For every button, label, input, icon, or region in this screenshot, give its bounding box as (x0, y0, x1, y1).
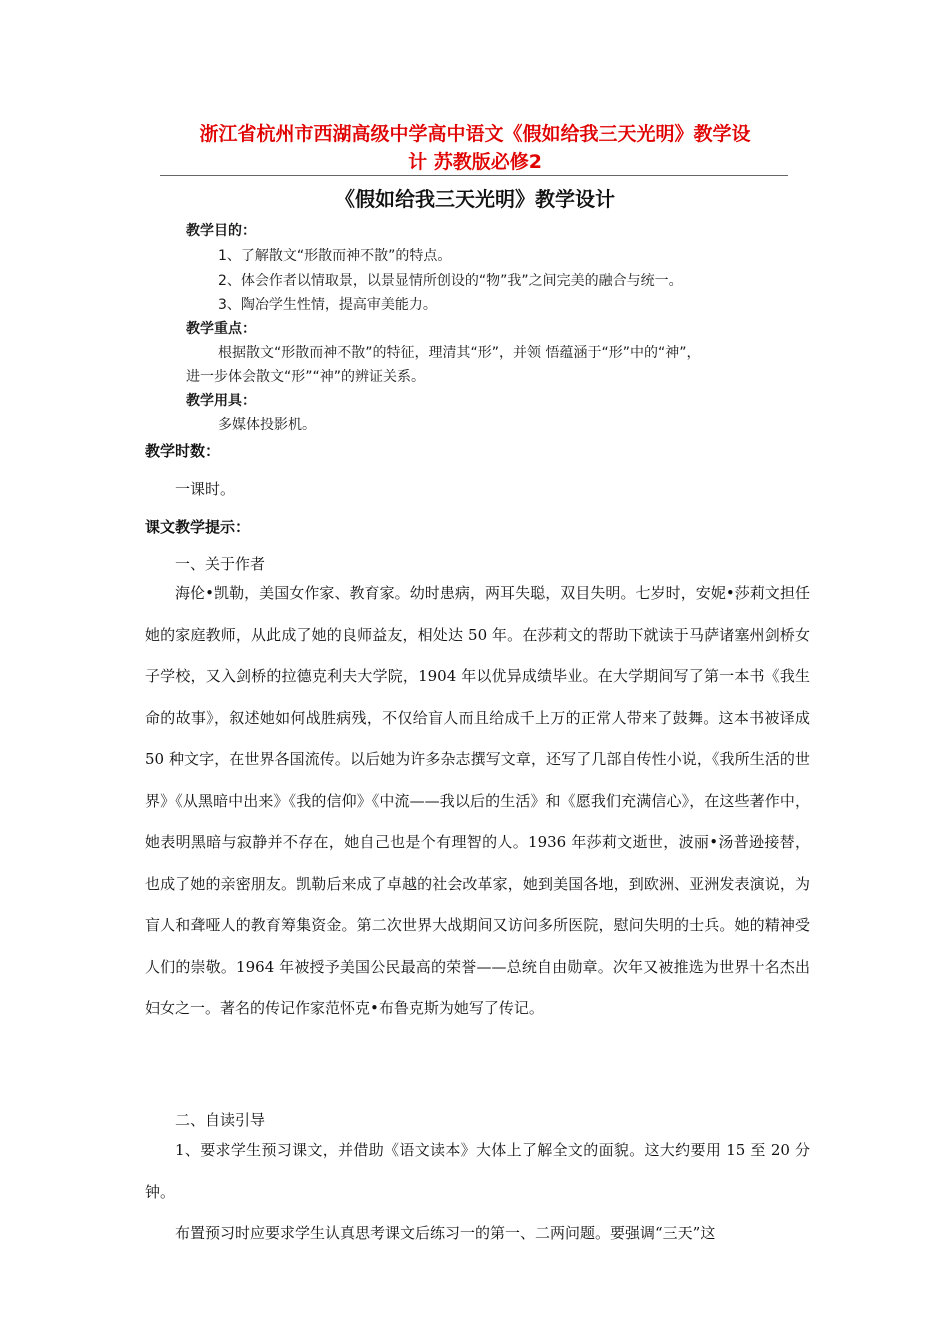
goal-heading: 教学目的： (186, 223, 256, 239)
tools-text: 多媒体投影机。 (218, 417, 316, 433)
red-title-line-1: 浙江省杭州市西湖高级中学高中语文《假如给我三天光明》教学设 (199, 123, 751, 145)
reading-paragraph-1: 1、要求学生预习课文，并借助《语文读本》大体上了解全文的面貌。这大约要用 15 至 20 分钟。 (145, 1141, 810, 1201)
document-title: 《假如给我三天光明》教学设计 (335, 187, 615, 211)
key-line-1: 根据散文“形散而神不散”的特征，理清其“形”，并领 悟蕴涵于“形”中的“神”， (218, 345, 701, 361)
document-red-title (130, 120, 820, 176)
goal-item-1: 1、了解散文“形散而神不散”的特点。 (218, 248, 452, 264)
hours-text: 一课时。 (175, 480, 236, 498)
goal-item-3: 3、陶冶学生性情，提高审美能力。 (218, 297, 437, 313)
section-2-title: 二、自读引导 (175, 1111, 266, 1129)
goal-item-2: 2、体会作者以情取景，以景显情所创设的“物”我”之间完美的融合与统一。 (218, 273, 683, 289)
title-divider (160, 175, 788, 176)
reading-paragraph-2: 布置预习时应要求学生认真思考课文后练习一的第一、二两问题。要强调“三天”这 (175, 1224, 716, 1242)
red-title-line-2: 计 苏教版必修2 (408, 151, 542, 173)
author-paragraph: 海伦•凯勒，美国女作家、教育家。幼时患病，两耳失聪，双目失明。七岁时，安妮•莎莉文担任她的家庭教师，从此成了她的良师益友，相处达 50 年。在莎莉文的帮助下就读于马萨诸塞州剑桥女子学校，又入剑桥的拉德克利夫大学院，1904 年以优异成绩毕业。在大学期间写了第一本书《我生命的故事》，叙述她如何战胜病残，不仅给盲人而且给成千上万的正常人带来了鼓舞。这本书被译成 50 种文字，在世界各国流传。以后她为许多杂志撰写文章，还写了几部自传性小说，《我所生活的世界》《从黑暗中出来》《我的信仰》《中流——我以后的生活》和《愿我们充满信心》，在这些著作中，她表明黑暗与寂静并不存在，她自己也是个有理智的人。1936 年莎莉文逝世，波丽•汤普逊接替，也成了她的亲密朋友。凯勒后来成了卓越的社会改革家，她到美国各地，到欧洲、亚洲发表演说，为盲人和聋哑人的教育筹集资金。第二次世界大战期间又访问多所医院，慰问失明的士兵。她的精神受人们的崇敬。1964 年被授予美国公民最高的荣誉——总统自由勋章。次年又被推选为世界十名杰出妇女之一。著名的传记作家范怀克•布鲁克斯为她写了传记。 (145, 584, 810, 1017)
key-heading: 教学重点： (186, 321, 256, 337)
key-line-2: 进一步体会散文“形”“神”的辨证关系。 (186, 369, 426, 385)
hours-heading: 教学时数： (145, 442, 221, 460)
tools-heading: 教学用具： (186, 393, 256, 409)
section-1-title: 一、关于作者 (175, 555, 266, 573)
tips-heading: 课文教学提示： (145, 518, 251, 536)
